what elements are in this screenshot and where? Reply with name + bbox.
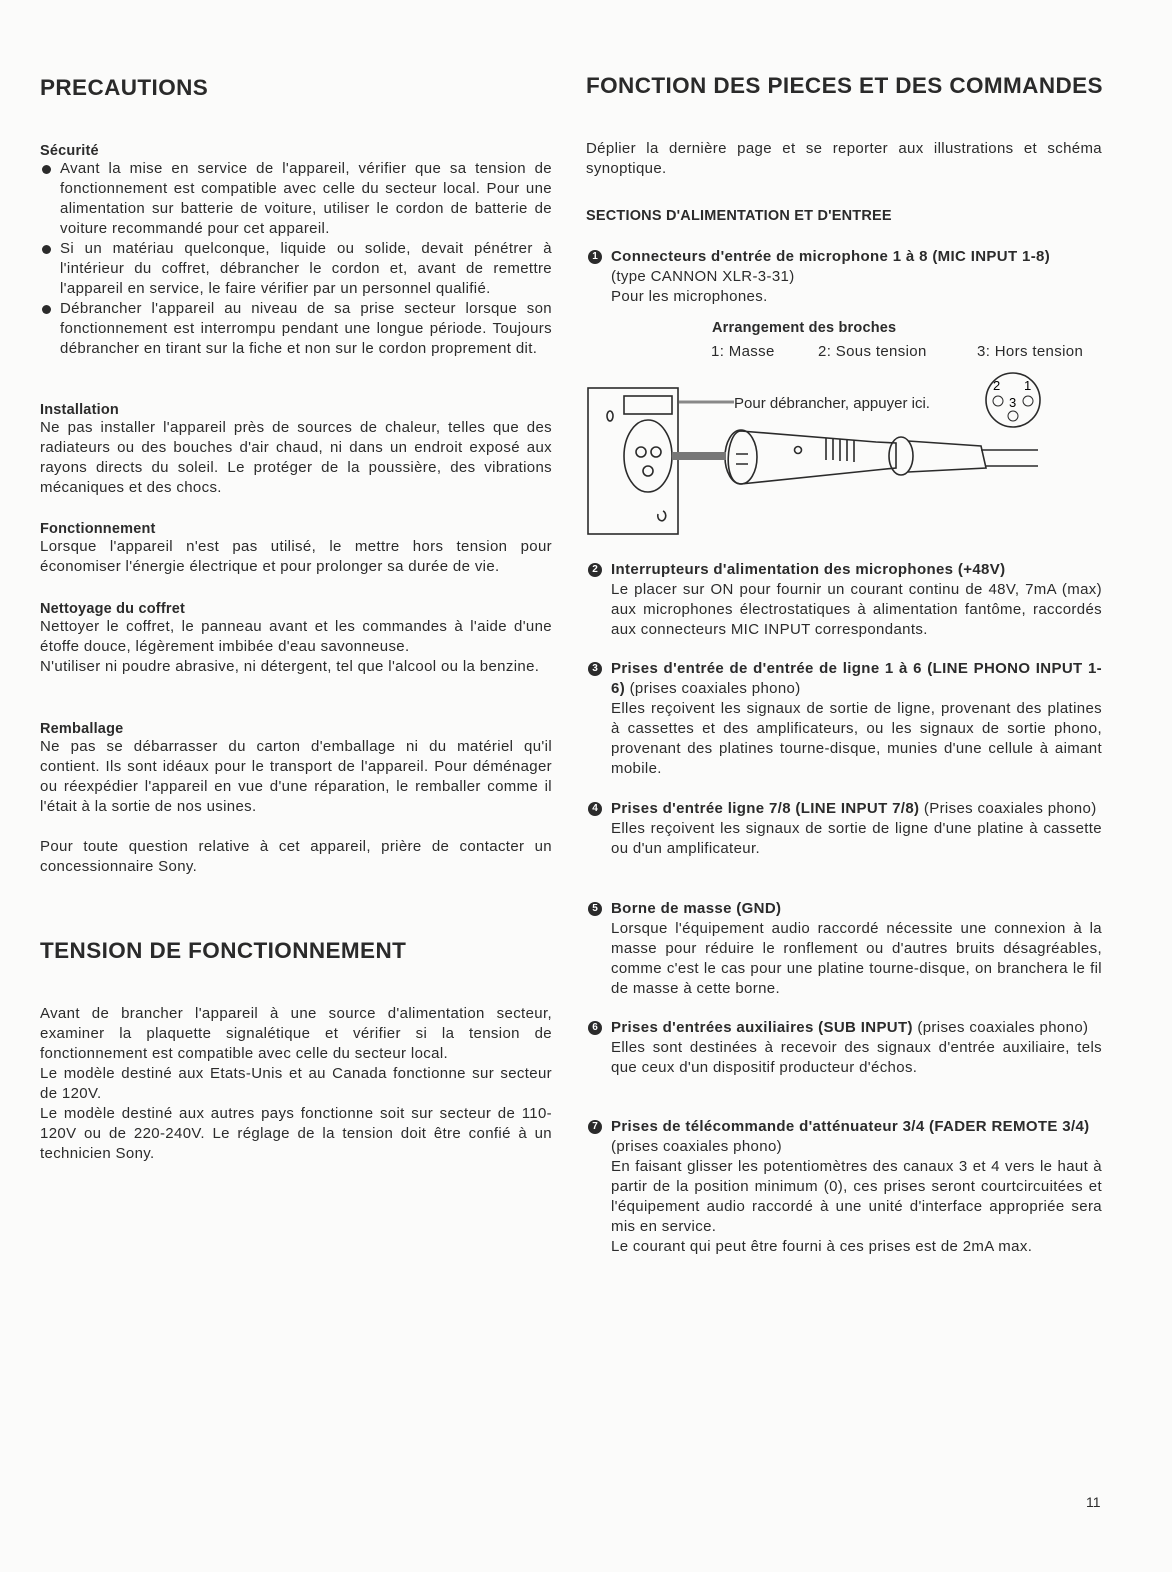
list-item: Avant la mise en service de l'appareil, vérifier que sa tension de fonctionnement est compatible avec celle du secteur local. Pour une alimentation sur batterie de voiture, utiliser le cordon de batterie de voiture recommandé pour cet appareil. xyxy=(40,159,552,239)
installation-text: Ne pas installer l'appareil près de sources de chaleur, telles que des radiateurs ou des bouches d'air chaud, ni dans un endroit exposé aux rayons directs du soleil. Le protéger de la poussière, des vibrations mécaniques et des chocs. xyxy=(40,419,552,496)
pin-label: 2 xyxy=(993,378,1001,393)
precautions-title: PRECAUTIONS xyxy=(40,75,209,100)
securite-heading: Sécurité xyxy=(40,143,99,159)
tension-section xyxy=(40,1004,552,1164)
remballage-heading: Remballage xyxy=(40,721,124,737)
number-7-icon: 7 xyxy=(588,1120,602,1134)
securite-list xyxy=(40,159,552,359)
page-number: 11 xyxy=(1086,1494,1101,1510)
unplug-callout: Pour débrancher, appuyer ici. xyxy=(734,395,930,412)
item-6: 6 Prises d'entrées auxiliaires (SUB INPUT) (prises coaxiales phono) Elles sont destinées à recevoir des signaux d'entrée auxiliaire, tels que ceux d'un dispositif producteur d'échos. xyxy=(586,1018,1102,1078)
pins-heading: Arrangement des broches xyxy=(712,320,897,336)
tension-text: Avant de brancher l'appareil à une source d'alimentation secteur, examiner la plaquette signalétique et vérifier si la tension de fonctionnement est compatible avec celle du secteur local. xyxy=(40,1005,552,1062)
securite-section xyxy=(40,143,552,359)
number-6-icon: 6 xyxy=(588,1021,602,1035)
number-2-icon: 2 xyxy=(588,563,602,577)
item-5: 5 Borne de masse (GND) Lorsque l'équipement audio raccordé nécessite une connexion à la masse pour réduire le ronflement ou d'autres bruits désagréables, comme c'est le cas pour une platine tourne-disque, on branchera le fil de masse à cette borne. xyxy=(586,899,1102,999)
item-2: 2 Interrupteurs d'alimentation des microphones (+48V) Le placer sur ON pour fournir un courant continu de 48V, 7mA (max) aux microphones électrostatiques à alimentation fantôme, raccordés aux connecteurs MIC INPUT correspondants. xyxy=(586,560,1102,640)
item-1: 1 Connecteurs d'entrée de microphone 1 à 8 (MIC INPUT 1-8) (type CANNON XLR-3-31) Pour les microphones. xyxy=(586,247,1102,307)
xlr-connector-illustration xyxy=(586,366,1046,538)
fonctionnement-text: Lorsque l'appareil n'est pas utilisé, le mettre hors tension pour économiser l'énergie électrique et pour prolonger sa durée de vie. xyxy=(40,538,552,575)
tension-text-2: Le modèle destiné aux Etats-Unis et au Canada fonctionne sur secteur de 120V. xyxy=(40,1065,552,1102)
installation-heading: Installation xyxy=(40,402,119,418)
tension-text-3: Le modèle destiné aux autres pays fonctionne soit sur secteur de 110-120V ou de 220-240V. Le réglage de la tension doit être confié à un technicien Sony. xyxy=(40,1105,552,1162)
remballage-text: Ne pas se débarrasser du carton d'emballage ni du matériel qu'il contient. Ils sont idéaux pour le transport de l'appareil. Pour déménager ou réexpédier l'appareil en vue d'une réparation, le remballer comme il l'était à la sortie de nos usines. xyxy=(40,738,552,815)
nettoyage-text: Nettoyer le coffret, le panneau avant et les commandes à l'aide d'une étoffe douce, légèrement imbibée d'eau savonneuse. xyxy=(40,618,552,655)
pin-2-label: 2: Sous tension xyxy=(818,343,927,360)
number-3-icon: 3 xyxy=(588,662,602,676)
remballage-section xyxy=(40,721,552,817)
item-3: 3 Prises d'entrée de d'entrée de ligne 1 à 6 (LINE PHONO INPUT 1-6) (prises coaxiales phono) Elles reçoivent les signaux de sortie de ligne, provenant des platines à cassettes et des amplificateurs, ou les signaux de sortie phono, provenant des platines tourne-disque, munies d'une cellule à aimant mobile. xyxy=(586,659,1102,779)
contact-text: Pour toute question relative à cet appareil, prière de contacter un concessionnaire Sony. xyxy=(40,838,552,875)
nettoyage-text-2: N'utiliser ni poudre abrasive, ni détergent, tel que l'alcool ou la benzine. xyxy=(40,658,540,675)
number-1-icon: 1 xyxy=(588,250,602,264)
nettoyage-heading: Nettoyage du coffret xyxy=(40,601,185,617)
list-item: Si un matériau quelconque, liquide ou solide, devait pénétrer à l'intérieur du coffret, débrancher le cordon et, avant de remettre l'appareil en service, le faire vérifier par un personnel qualifié. xyxy=(40,239,552,299)
pin-1-label: 1: Masse xyxy=(711,343,775,360)
pin-label: 1 xyxy=(1024,378,1032,393)
fonctionnement-section xyxy=(40,521,552,577)
fonction-title: FONCTION DES PIECES ET DES COMMANDES xyxy=(586,73,1103,98)
bullet-icon xyxy=(42,245,51,254)
pin-diagram xyxy=(986,373,1040,427)
pin-label: 3 xyxy=(1009,395,1017,410)
bullet-icon xyxy=(42,165,51,174)
number-5-icon: 5 xyxy=(588,902,602,916)
section-heading: SECTIONS D'ALIMENTATION ET D'ENTREE xyxy=(586,208,892,224)
list-item: Débrancher l'appareil au niveau de sa prise secteur lorsque son fonctionnement est interrompu pendant une longue période. Toujours débrancher en tirant sur la fiche et non sur le cordon proprement dit. xyxy=(40,299,552,359)
nettoyage-section xyxy=(40,601,552,677)
installation-section xyxy=(40,402,552,498)
tension-title: TENSION DE FONCTIONNEMENT xyxy=(40,938,407,963)
item-4: 4 Prises d'entrée ligne 7/8 (LINE INPUT 7/8) (Prises coaxiales phono) Elles reçoivent les signaux de sortie de ligne d'une platine à cassette ou d'un amplificateur. xyxy=(586,799,1102,859)
intro-text: Déplier la dernière page et se reporter aux illustrations et schéma synoptique. xyxy=(586,140,1102,177)
item-7: 7 Prises de télécommande d'atténuateur 3/4 (FADER REMOTE 3/4) (prises coaxiales phono) En faisant glisser les potentiomètres des canaux 3 et 4 vers le haut à partir de la position minimum (0), ces prises seront courtcircuitées et l'équipement audio raccordé à une unité d'interface appropriée sera mis en service. Le courant qui peut être fourni à ces prises est de 2mA max. xyxy=(586,1117,1102,1257)
number-4-icon: 4 xyxy=(588,802,602,816)
pin-3-label: 3: Hors tension xyxy=(977,343,1084,360)
fonctionnement-heading: Fonctionnement xyxy=(40,521,156,537)
bullet-icon xyxy=(42,305,51,314)
